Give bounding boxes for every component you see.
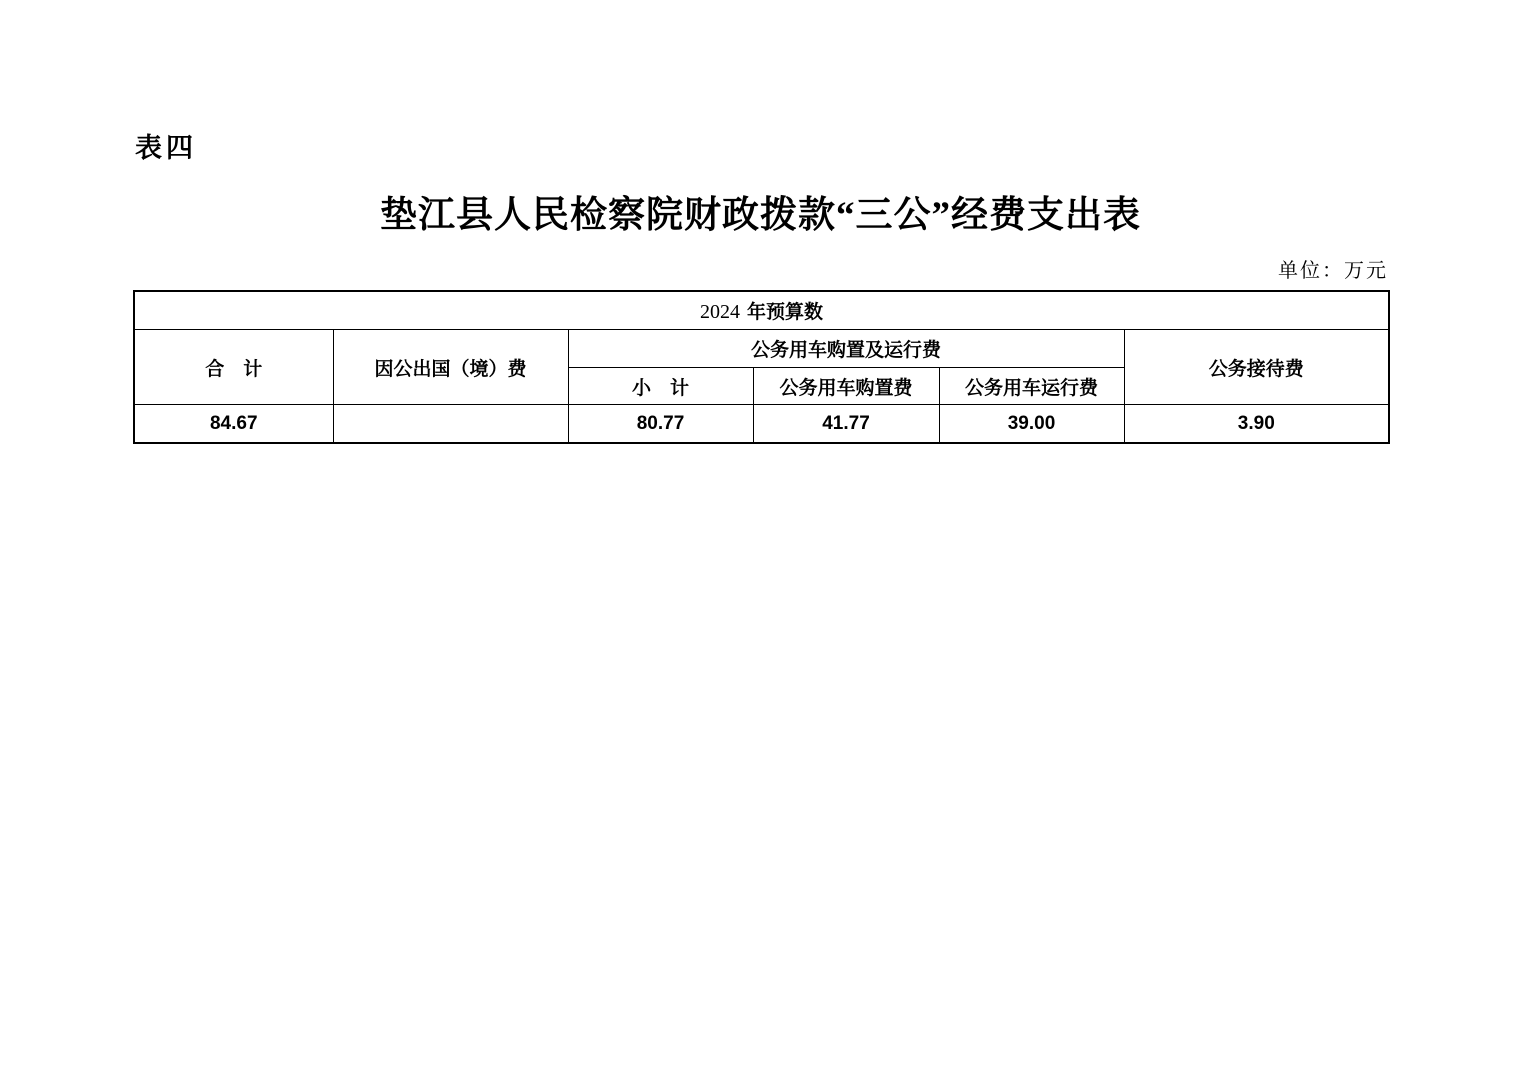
- col-header-vehicle-purchase: 公务用车购置费: [753, 368, 939, 405]
- table-row: [134, 405, 1389, 444]
- page-title: 垫江县人民检察院财政拨款“三公”经费支出表: [380, 195, 1141, 236]
- col-header-reception: 公务接待费: [1124, 330, 1389, 405]
- col-header-vehicle-subtotal: 小 计: [568, 368, 753, 405]
- value-abroad: [333, 405, 568, 444]
- table-number-label: 表四: [135, 133, 197, 163]
- value-vehicle-operation: 39.00: [939, 405, 1124, 444]
- col-header-total: 合 计: [134, 330, 333, 405]
- value-vehicle-subtotal: 80.77: [568, 405, 753, 444]
- value-vehicle-purchase: 41.77: [753, 405, 939, 444]
- column-header-row-top: [134, 330, 1389, 368]
- value-total: 84.67: [134, 405, 333, 444]
- value-reception: 3.90: [1124, 405, 1389, 444]
- year-header-cell: [134, 291, 1389, 330]
- budget-year-label: 年预算数: [747, 302, 824, 323]
- year-header-row: [134, 291, 1389, 330]
- col-header-abroad: 因公出国（境）费: [333, 330, 568, 405]
- unit-note: 单位：万元: [1278, 260, 1388, 282]
- three-public-expense-table: [133, 290, 1390, 444]
- col-header-vehicle-operation: 公务用车运行费: [939, 368, 1124, 405]
- budget-year: 2024: [700, 301, 741, 323]
- col-header-vehicle-group: 公务用车购置及运行费: [568, 330, 1124, 368]
